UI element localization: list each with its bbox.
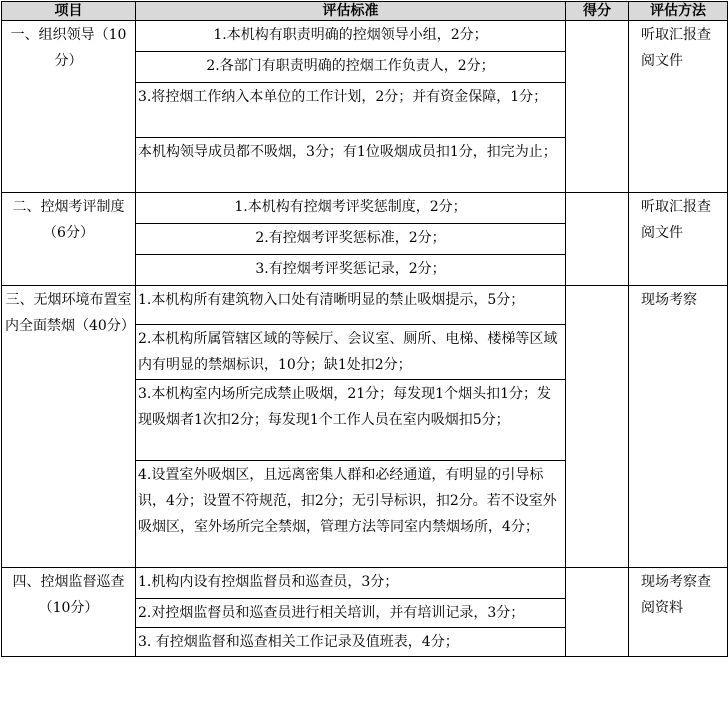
- section-method: 现场考察: [629, 286, 728, 568]
- section-method: 听取汇报查阅文件: [629, 193, 728, 286]
- criterion-cell: 3.将控烟工作纳入本单位的工作计划，2分；并有资金保障，1分；: [136, 83, 566, 138]
- header-row: [2, 2, 728, 21]
- criterion-cell: 4.设置室外吸烟区，且远离密集人群和必经通道，有明显的引导标识，4分；设置不符规范，扣2分；无引导标识，扣2分。若不设室外吸烟区，室外场所完全禁烟，管理方法等同室内禁烟场所，4分；: [136, 461, 566, 568]
- criterion-cell: 1.机构内设有控烟监督员和巡查员，3分；: [136, 568, 566, 599]
- criterion-cell: 2.本机构所属管辖区域的等候厅、会议室、厕所、电梯、楼梯等区域内有明显的禁烟标识，10分；缺1处扣2分；: [136, 325, 566, 380]
- score-cell[interactable]: [566, 21, 629, 193]
- table-row: [2, 193, 728, 224]
- header-method: 评估方法: [629, 2, 728, 21]
- evaluation-table: [1, 1, 728, 657]
- criterion-cell: 2.有控烟考评奖惩标准，2分；: [136, 224, 566, 255]
- criterion-cell: 1.本机构有控烟考评奖惩制度，2分；: [136, 193, 566, 224]
- header-item: 项目: [2, 2, 136, 21]
- score-cell[interactable]: [566, 193, 629, 286]
- header-criteria: 评估标准: [136, 2, 566, 21]
- criterion-cell: 3.有控烟考评奖惩记录，2分；: [136, 255, 566, 286]
- section-method: 现场考察查阅资料: [629, 568, 728, 657]
- criterion-cell: 2.各部门有职责明确的控烟工作负责人，2分；: [136, 52, 566, 83]
- header-score: 得分: [566, 2, 629, 21]
- criterion-cell: 1.本机构有职责明确的控烟领导小组，2分；: [136, 21, 566, 52]
- section-title: 四、控烟监督巡查（10分）: [2, 568, 136, 657]
- criterion-cell: 2.对控烟监督员和巡查员进行相关培训，并有培训记录，3分；: [136, 599, 566, 628]
- criterion-cell: 3. 有控烟监督和巡查相关工作记录及值班表，4分；: [136, 628, 566, 657]
- criterion-cell: 本机构领导成员都不吸烟，3分；有1位吸烟成员扣1分，扣完为止；: [136, 138, 566, 193]
- criterion-cell: 1.本机构所有建筑物入口处有清晰明显的禁止吸烟提示，5分；: [136, 286, 566, 325]
- table-row: [2, 21, 728, 52]
- score-cell[interactable]: [566, 286, 629, 568]
- criterion-cell: 3.本机构室内场所完成禁止吸烟，21分；每发现1个烟头扣1分；发现吸烟者1次扣2分；每发现1个工作人员在室内吸烟扣5分；: [136, 380, 566, 461]
- score-cell[interactable]: [566, 568, 629, 657]
- section-method: 听取汇报查阅文件: [629, 21, 728, 193]
- table-row: [2, 286, 728, 325]
- table-row: [2, 568, 728, 599]
- section-title: 二、控烟考评制度（6分）: [2, 193, 136, 286]
- section-title: 三、无烟环境布置室内全面禁烟（40分）: [2, 286, 136, 568]
- section-title: 一、组织领导（10分）: [2, 21, 136, 193]
